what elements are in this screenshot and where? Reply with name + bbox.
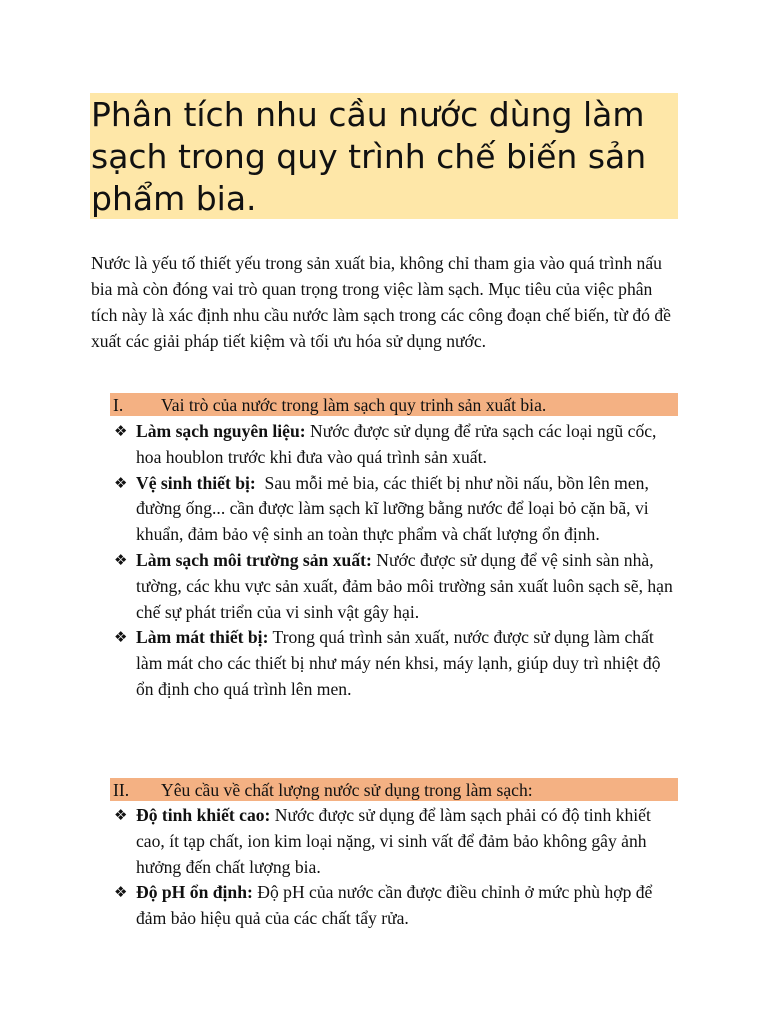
list-item [114,803,680,880]
bullet-term: Vệ sinh thiết bị: [136,472,256,493]
list-item [114,625,680,702]
section-heading-1 [110,393,678,416]
section-heading-text: Yêu cầu về chất lượng nước sử dụng trong làm sạch: [161,780,533,800]
section-heading-text: Vai trò của nước trong làm sạch quy trinh sản xuất bia. [161,395,547,415]
diamond-bullet-icon: ❖ [114,806,128,824]
list-item [114,880,680,932]
diamond-bullet-icon: ❖ [114,473,128,492]
list-item [114,471,680,548]
section-number: II. [113,780,130,800]
bullet-text: Nước được sử dụng để vệ sinh sàn nhà, tường, các khu vực sản xuất, đảm bảo môi trường sản xuất luôn sạch sẽ, hạn chế sự phát triển của vi sinh vật gây hại. [136,549,673,622]
bullet-term: Làm sạch nguyên liệu: [136,421,306,441]
list-item [114,548,680,625]
bullet-term: Làm sạch môi trường sản xuất: [136,549,372,570]
diamond-bullet-icon: ❖ [114,628,128,647]
bullet-text: Nước được sử dụng để làm sạch phải có độ tinh khiết cao, ít tạp chất, ion kim loại nặng, vi sinh vất để đảm bảo không gây ảnh hưởng đến chất lượng bia. [136,805,651,877]
bullet-list-2 [114,803,680,932]
bullet-term: Làm mát thiết bị: [136,627,269,648]
section-number: I. [113,395,124,415]
list-item [114,419,680,471]
diamond-bullet-icon: ❖ [114,883,128,902]
diamond-bullet-icon: ❖ [114,550,128,569]
bullet-text: Nước được sử dụng để rửa sạch các loại ngũ cốc, hoa houblon trước khi đưa vào quá trình sản xuất. [136,421,657,467]
intro-paragraph: Nước là yếu tố thiết yếu trong sản xuất bia, không chỉ tham gia vào quá trình nấu bia mà còn đóng vai trò quan trọng trong việc làm sạch. Mục tiêu của việc phân tích này là xác định nhu cầu nước làm sạch trong các công đoạn chế biến, từ đó đề xuất các giải pháp tiết kiệm và tối ưu hóa sử dụng nước. [91,253,671,351]
bullet-text: Trong quá trình sản xuất, nước được sử dụng làm chất làm mát cho các thiết bị như máy nén khsi, máy lạnh, giúp duy trì nhiệt độ ổn định cho quá trình lên men. [136,627,661,699]
page-title: Phân tích nhu cầu nước dùng làm sạch trong quy trình chế biến sản phẩm bia. [91,95,647,218]
bullet-text: Sau mỗi mẻ bia, các thiết bị như nồi nấu, bồn lên men, đường ống... cần được làm sạch kĩ lưỡng bằng nước để loại bỏ cặn bã, vi khuẩn, đảm bảo vệ sinh an toàn thực phẩm và chất lượng ổn định. [136,472,654,545]
bullet-text: Độ pH của nước cần được điều chỉnh ở mức phù hợp để đảm bảo hiệu quả của các chất tẩy rửa. [136,882,653,929]
bullet-term: Độ tinh khiết cao: [136,805,271,825]
diamond-bullet-icon: ❖ [114,422,128,440]
bullet-term: Độ pH ổn định: [136,882,253,903]
bullet-list-1 [114,419,680,703]
title-highlight [90,93,678,219]
section-heading-2 [110,778,678,801]
